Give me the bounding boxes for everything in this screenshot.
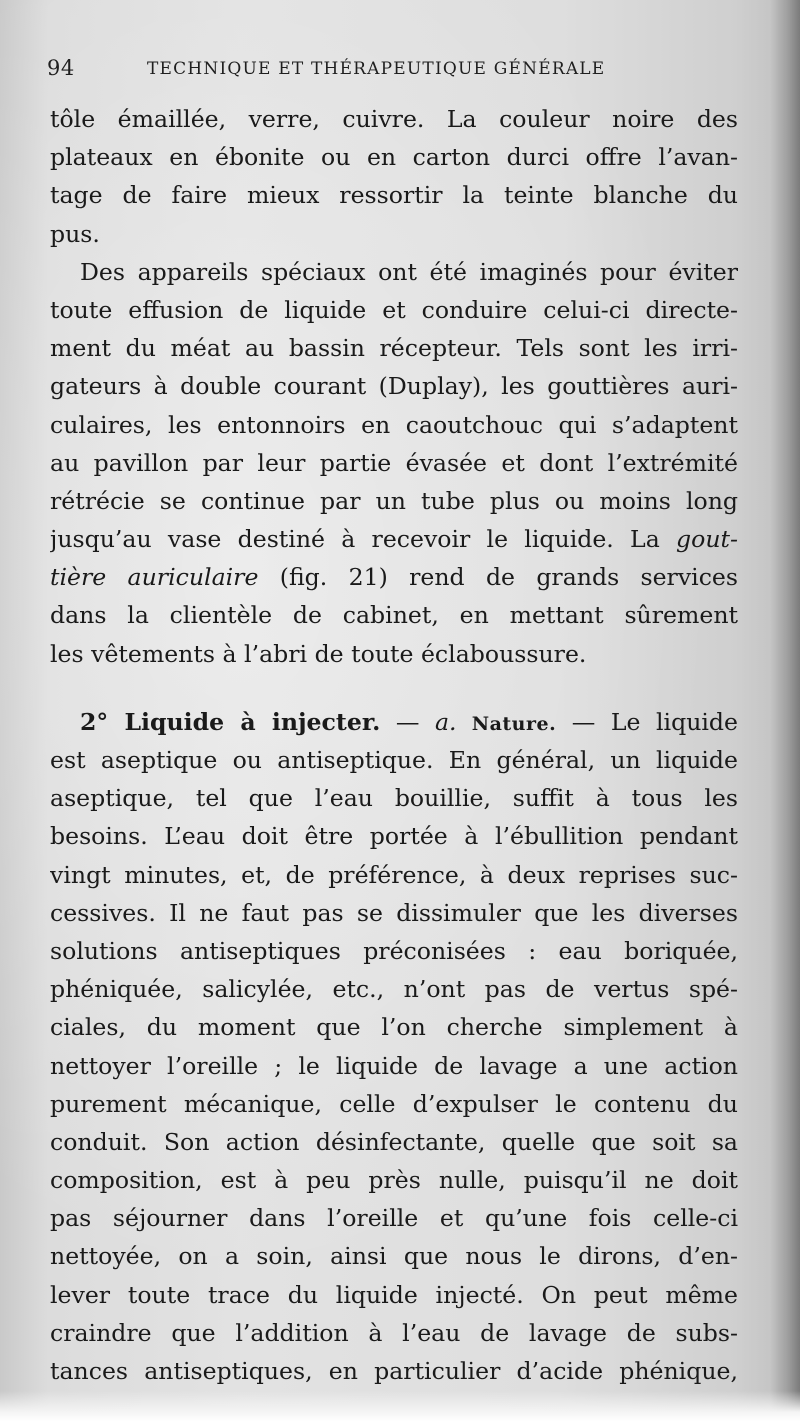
text-line: lever toute trace du liquide injecté. On peut même [50,1280,738,1309]
running-header [47,56,737,86]
text-line: composition, est à peu près nulle, puisqu’il ne doit [50,1166,738,1195]
text-line [50,520,738,558]
text-fragment: (fig. 21) rend de grands services [258,563,738,592]
text-line: phéniquée, salicylée, etc., n’ont pas de vertus spé- [50,975,738,1004]
section-heading: 2° Liquide à injecter. [80,707,381,736]
text-line: ment du méat au bassin récepteur. Tels sont les irri- [50,334,738,363]
text-line: besoins. L’eau doit être portée à l’ébullition pendant [50,822,738,851]
text-line: purement mécanique, celle d’expulser le contenu du [50,1089,738,1118]
text-line: tances antiseptiques, en particulier d’acide phénique, [50,1357,738,1385]
text-line: pas séjourner dans l’oreille et qu’une fois celle-ci [50,1204,738,1233]
text-line: nettoyer l’oreille ; le liquide de lavage a une action [50,1051,738,1080]
text-line: plateaux en ébonite ou en carton durci offre l’avan- [50,143,738,172]
text-line: gateurs à double courant (Duplay), les gouttières auri- [50,372,738,401]
text-line: dans la clientèle de cabinet, en mettant sûrement [50,601,738,630]
text-line: solutions antiseptiques préconisées : eau boriquée, [50,936,738,965]
text-line: rétrécie se continue par un tube plus ou moins long [50,486,738,515]
em-dash: — [556,707,611,736]
page-number: 94 [47,56,75,80]
text-line: vingt minutes, et, de préférence, à deux reprises suc- [50,860,738,889]
italic-term: tière auriculaire [50,563,259,592]
text-line: les vêtements à l’abri de toute éclaboussure. [50,639,587,668]
text-line: est aseptique ou antiseptique. En général, un liquide [50,746,738,774]
text-line: tôle émaillée, verre, cuivre. La couleur noire des [50,105,738,133]
page-bottom-edge [0,1391,800,1421]
italic-term: gout- [676,525,738,554]
text-line: aseptique, tel que l’eau bouillie, suffit à tous les [50,784,738,813]
running-title: TECHNIQUE ET THÉRAPEUTIQUE GÉNÉRALE [147,59,606,79]
text-line: pus. [50,219,100,248]
text-line: ciales, du moment que l’on cherche simplement à [50,1013,738,1042]
text-line: au pavillon par leur partie évasée et dont l’extrémité [50,448,738,477]
body-text [50,100,738,1390]
text-line: tage de faire mieux ressortir la teinte blanche du [50,181,738,210]
text-line: craindre que l’addition à l’eau de lavage de subs- [50,1318,738,1347]
paragraph-gap [50,673,738,703]
page-gutter-shadow [770,0,800,1421]
text-line [50,558,738,596]
text-line: cessives. Il ne faut pas se dissimuler que les diverses [50,898,738,927]
text-line: conduit. Son action désinfectante, quelle que soit sa [50,1127,738,1156]
text-line: Des appareils spéciaux ont été imaginés pour éviter [80,257,738,286]
text-fragment: jusqu’au vase destiné à recevoir le liquide. La [50,525,677,554]
subsection-heading: Nature. [456,712,557,735]
text-fragment: Le liquide [610,707,738,736]
text-line: toute effusion de liquide et conduire celui-ci directe- [50,295,738,324]
text-line: nettoyée, on a soin, ainsi que nous le dirons, d’en- [50,1242,738,1271]
subsection-letter: a. [434,707,457,736]
text-line: culaires, les entonnoirs en caoutchouc qui s’adaptent [50,410,738,439]
em-dash: — [380,707,435,736]
section-heading-line [50,703,738,741]
